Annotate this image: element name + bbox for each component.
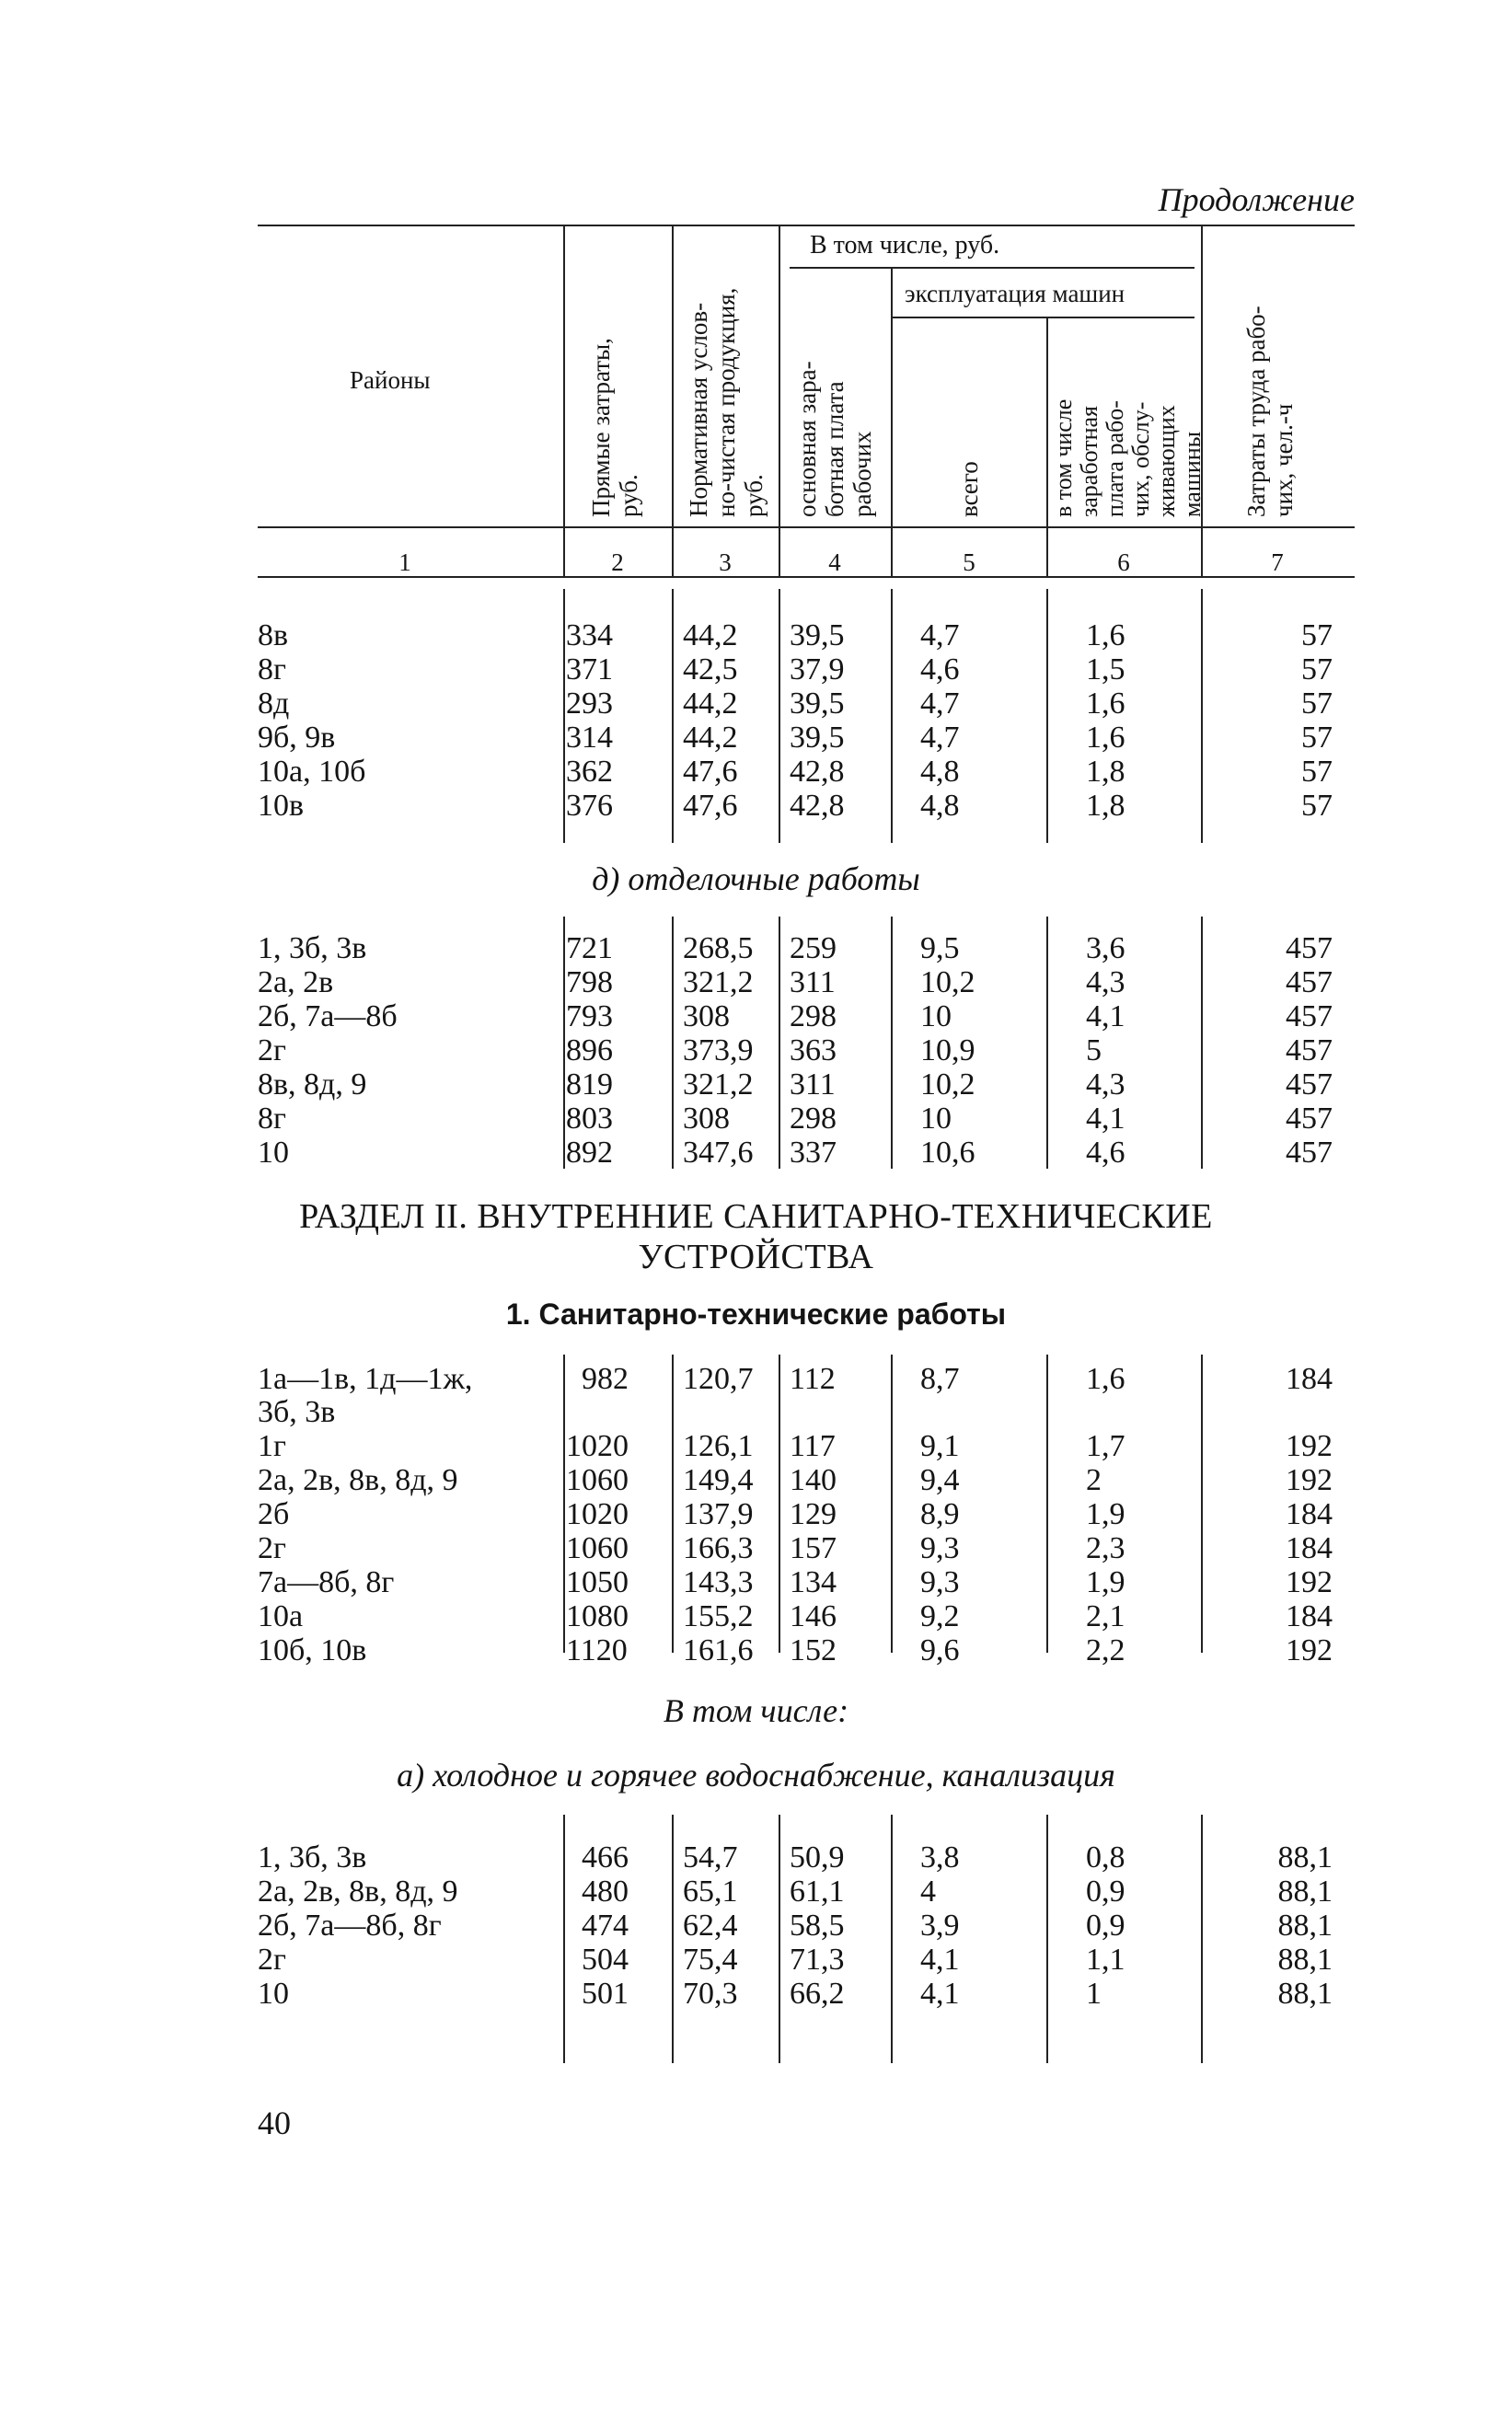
table-row: 2г 504 75,4 71,3 4,1 1,1 88,1 bbox=[258, 1943, 1333, 1977]
table-row: 10 501 70,3 66,2 4,1 1 88,1 bbox=[258, 1977, 1333, 2011]
column-number: 7 bbox=[1271, 548, 1284, 576]
group-header-machines: эксплуатация машин bbox=[905, 280, 1125, 307]
group-machines-rule bbox=[893, 317, 1195, 318]
table-row: 10а, 10б 362 47,6 42,8 4,8 1,8 57 bbox=[258, 755, 1333, 789]
column-number: 1 bbox=[398, 548, 411, 576]
table-row-continuation: 3б, 3в bbox=[258, 1395, 336, 1429]
col-header-base-wages: основная зара- ботная плата рабочих bbox=[793, 361, 876, 517]
table-row: 2а, 2в, 8в, 8д, 9 480 65,1 61,1 4 0,9 88,1 bbox=[258, 1875, 1333, 1909]
section-title: РАЗДЕЛ II. ВНУТРЕННИЕ САНИТАРНО-ТЕХНИЧЕСКИЕ bbox=[299, 1197, 1213, 1236]
subtitle-finishing-works: д) отделочные работы bbox=[592, 860, 920, 897]
table-row: 2б, 7а—8б, 8г 474 62,4 58,5 3,9 0,9 88,1 bbox=[258, 1909, 1333, 1943]
col-header-direct-costs: Прямые затраты, руб. bbox=[587, 338, 642, 517]
table-row: 10а 1080 155,2 146 9,2 2,1 184 bbox=[258, 1599, 1333, 1633]
column-number: 4 bbox=[828, 548, 841, 576]
section-title-continued: УСТРОЙСТВА bbox=[638, 1238, 874, 1276]
subsection-title: 1. Санитарно-технические работы bbox=[505, 1298, 1007, 1331]
table-row: 7а—8б, 8г 1050 143,3 134 9,3 1,9 192 bbox=[258, 1565, 1333, 1599]
group-including-rule bbox=[790, 267, 1195, 269]
col-header-normative-product: Нормативная услов- но-чистая продукция, руб. bbox=[685, 287, 768, 517]
column-number: 6 bbox=[1117, 548, 1130, 576]
table-row: 10 892 347,6 337 10,6 4,6 457 bbox=[258, 1136, 1333, 1170]
header-divider bbox=[891, 267, 893, 578]
table-row: 2а, 2в, 8в, 8д, 9 1060 149,4 140 9,4 2 192 bbox=[258, 1463, 1333, 1497]
table-row: 1, 3б, 3в 466 54,7 50,9 3,8 0,8 88,1 bbox=[258, 1840, 1333, 1875]
col-header-labor-costs: Затраты труда рабо- чих, чел.-ч bbox=[1242, 306, 1298, 517]
continuation-label: Продолжение bbox=[1158, 181, 1355, 218]
header-divider bbox=[672, 225, 674, 578]
table-row: 8г 803 308 298 10 4,1 457 bbox=[258, 1102, 1333, 1136]
header-bottom-rule bbox=[258, 526, 1355, 528]
table-row: 2б, 7а—8б 793 308 298 10 4,1 457 bbox=[258, 999, 1333, 1033]
table-row: 8в 334 44,2 39,5 4,7 1,6 57 bbox=[258, 618, 1333, 652]
header-divider bbox=[1046, 318, 1048, 578]
table-row: 1, 3б, 3в 721 268,5 259 9,5 3,6 457 bbox=[258, 931, 1333, 965]
col-header-machines-total: всего bbox=[955, 461, 983, 517]
table-row: 8в, 8д, 9 819 321,2 311 10,2 4,3 457 bbox=[258, 1067, 1333, 1102]
group-header-including: В том числе, руб. bbox=[810, 231, 1000, 260]
column-number: 3 bbox=[719, 548, 732, 576]
table-row: 8д 293 44,2 39,5 4,7 1,6 57 bbox=[258, 686, 1333, 721]
including-label: В том числе: bbox=[663, 1692, 849, 1729]
table-row: 1г 1020 126,1 117 9,1 1,7 192 bbox=[258, 1429, 1333, 1463]
table-row: 2б 1020 137,9 129 8,9 1,9 184 bbox=[258, 1497, 1333, 1531]
header-divider bbox=[563, 225, 565, 578]
column-number: 2 bbox=[611, 548, 624, 576]
table-row: 8г 371 42,5 37,9 4,6 1,5 57 bbox=[258, 652, 1333, 686]
table-row: 2а, 2в 798 321,2 311 10,2 4,3 457 bbox=[258, 965, 1333, 999]
table-row: 10б, 10в 1120 161,6 152 9,6 2,2 192 bbox=[258, 1633, 1333, 1667]
table-row: 2г 896 373,9 363 10,9 5 457 bbox=[258, 1033, 1333, 1067]
header-divider bbox=[779, 225, 780, 578]
table-row: 9б, 9в 314 44,2 39,5 4,7 1,6 57 bbox=[258, 721, 1333, 755]
col-header-regions: Районы bbox=[350, 366, 431, 394]
column-number: 5 bbox=[963, 548, 975, 576]
subtitle-water-supply: а) холодное и горячее водоснабжение, канализация bbox=[397, 1757, 1115, 1794]
table-row: 10в 376 47,6 42,8 4,8 1,8 57 bbox=[258, 789, 1333, 823]
table-row: 1а—1в, 1д—1ж, 982 120,7 112 8,7 1,6 184 bbox=[258, 1362, 1333, 1396]
page-number: 40 bbox=[258, 2105, 291, 2141]
table-row: 2г 1060 166,3 157 9,3 2,3 184 bbox=[258, 1531, 1333, 1565]
header-top-rule bbox=[258, 225, 1355, 226]
col-header-machines-wages: в том числе заработная плата рабо- чих, обслу- живающих машины bbox=[1050, 398, 1206, 517]
